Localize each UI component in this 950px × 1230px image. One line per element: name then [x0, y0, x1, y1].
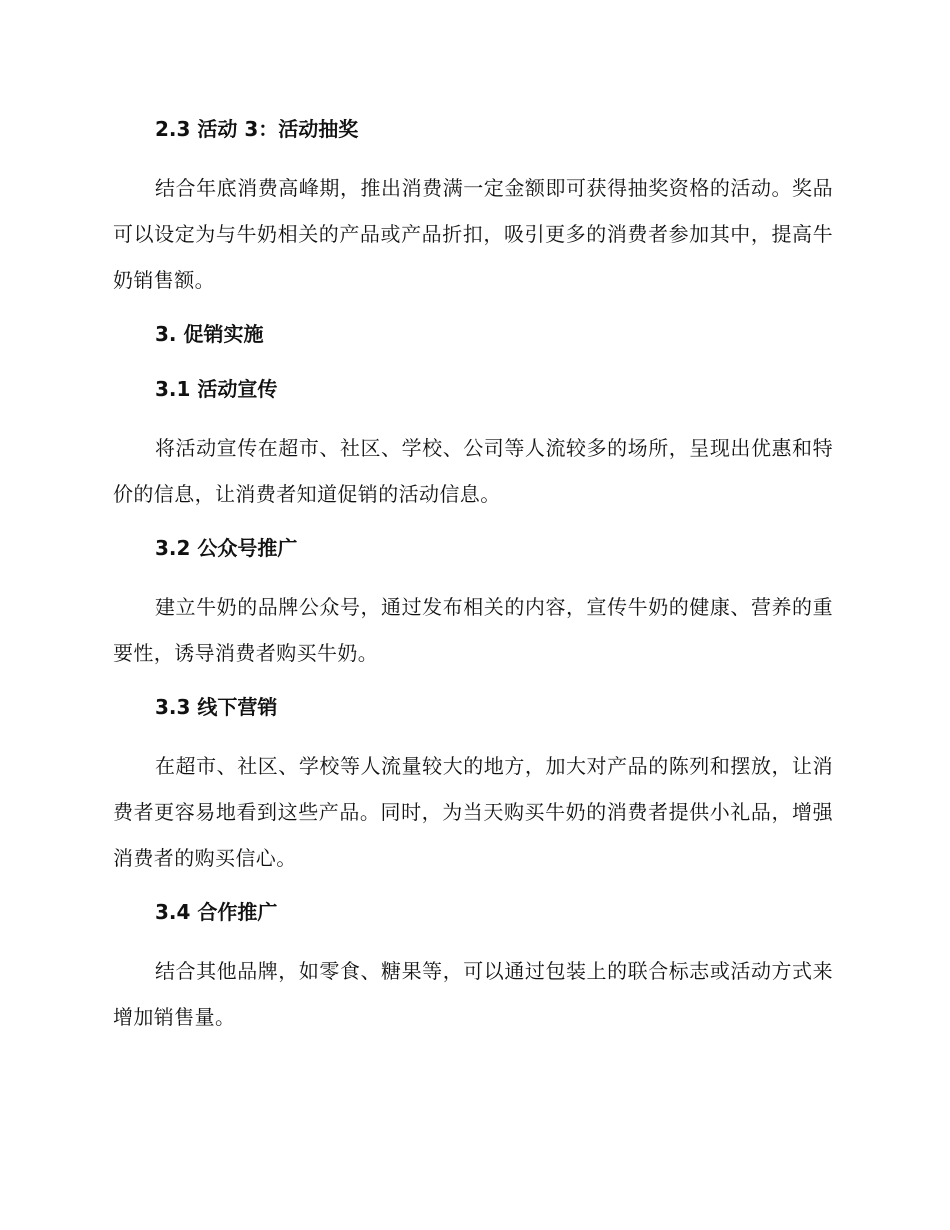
section-heading-2-3: 2.3 活动 3：活动抽奖 — [155, 117, 359, 141]
section-heading-3-3: 3.3 线下营销 — [155, 695, 278, 719]
section-body-2-3: 结合年底消费高峰期，推出消费满一定金额即可获得抽奖资格的活动。奖品可以设定为与牛奶相关的产品或产品折扣，吸引更多的消费者参加其中，提高牛奶销售额。 — [113, 176, 833, 292]
section-body-3-3: 在超市、社区、学校等人流量较大的地方，加大对产品的陈列和摆放，让消费者更容易地看到这些产品。同时，为当天购买牛奶的消费者提供小礼品，增强消费者的购买信心。 — [113, 754, 833, 870]
document-body — [113, 110, 833, 1052]
section-body-3-2: 建立牛奶的品牌公众号，通过发布相关的内容，宣传牛奶的健康、营养的重要性，诱导消费者购买牛奶。 — [113, 595, 833, 665]
section-body-3-4: 结合其他品牌，如零食、糖果等，可以通过包装上的联合标志或活动方式来增加销售量。 — [113, 959, 833, 1029]
section-heading-3-4: 3.4 合作推广 — [155, 900, 278, 924]
section-heading-3: 3. 促销实施 — [155, 322, 264, 346]
section-heading-3-1: 3.1 活动宣传 — [155, 377, 278, 401]
section-body-3-1: 将活动宣传在超市、社区、学校、公司等人流较多的场所，呈现出优惠和特价的信息，让消费者知道促销的活动信息。 — [113, 436, 833, 506]
section-heading-3-2: 3.2 公众号推广 — [155, 536, 298, 560]
